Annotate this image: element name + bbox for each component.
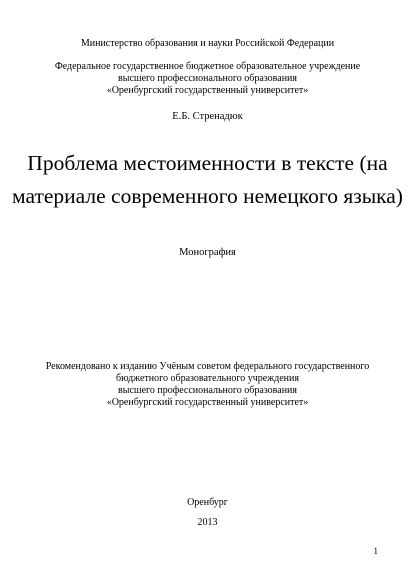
recommendation-line-4: «Оренбургский государственный университет»	[106, 397, 309, 408]
title-line-2: материале современного немецкого языка)	[12, 184, 403, 208]
document-title	[0, 147, 415, 213]
ministry-header	[0, 38, 415, 50]
recommendation-block	[0, 361, 415, 409]
document-genre: Монография	[179, 247, 236, 258]
recommendation-line-1: Рекомендовано к изданию Учёным советом федерального государственного	[45, 361, 370, 372]
genre-block	[0, 247, 415, 259]
ministry-name: Министерство образования и науки Российской Федерации	[80, 38, 335, 49]
institution-header	[0, 61, 415, 97]
institution-line-1: Федеральное государственное бюджетное образовательное учреждение	[54, 61, 361, 72]
publication-city: Оренбург	[187, 497, 228, 508]
recommendation-line-2: бюджетного образовательного учреждения	[116, 373, 299, 384]
author-block	[0, 111, 415, 123]
publication-year-block	[0, 517, 415, 529]
institution-line-2: высшего профессионального образования	[118, 73, 297, 84]
page-number: 1	[373, 546, 378, 556]
institution-line-3: «Оренбургский государственный университет»	[106, 85, 309, 96]
author-name: Е.Б. Стренадюк	[172, 111, 243, 122]
publication-year: 2013	[197, 517, 218, 528]
publication-city-block	[0, 497, 415, 509]
title-line-1: Проблема местоименности в тексте (на	[27, 151, 388, 175]
recommendation-line-3: высшего профессионального образования	[118, 385, 297, 396]
